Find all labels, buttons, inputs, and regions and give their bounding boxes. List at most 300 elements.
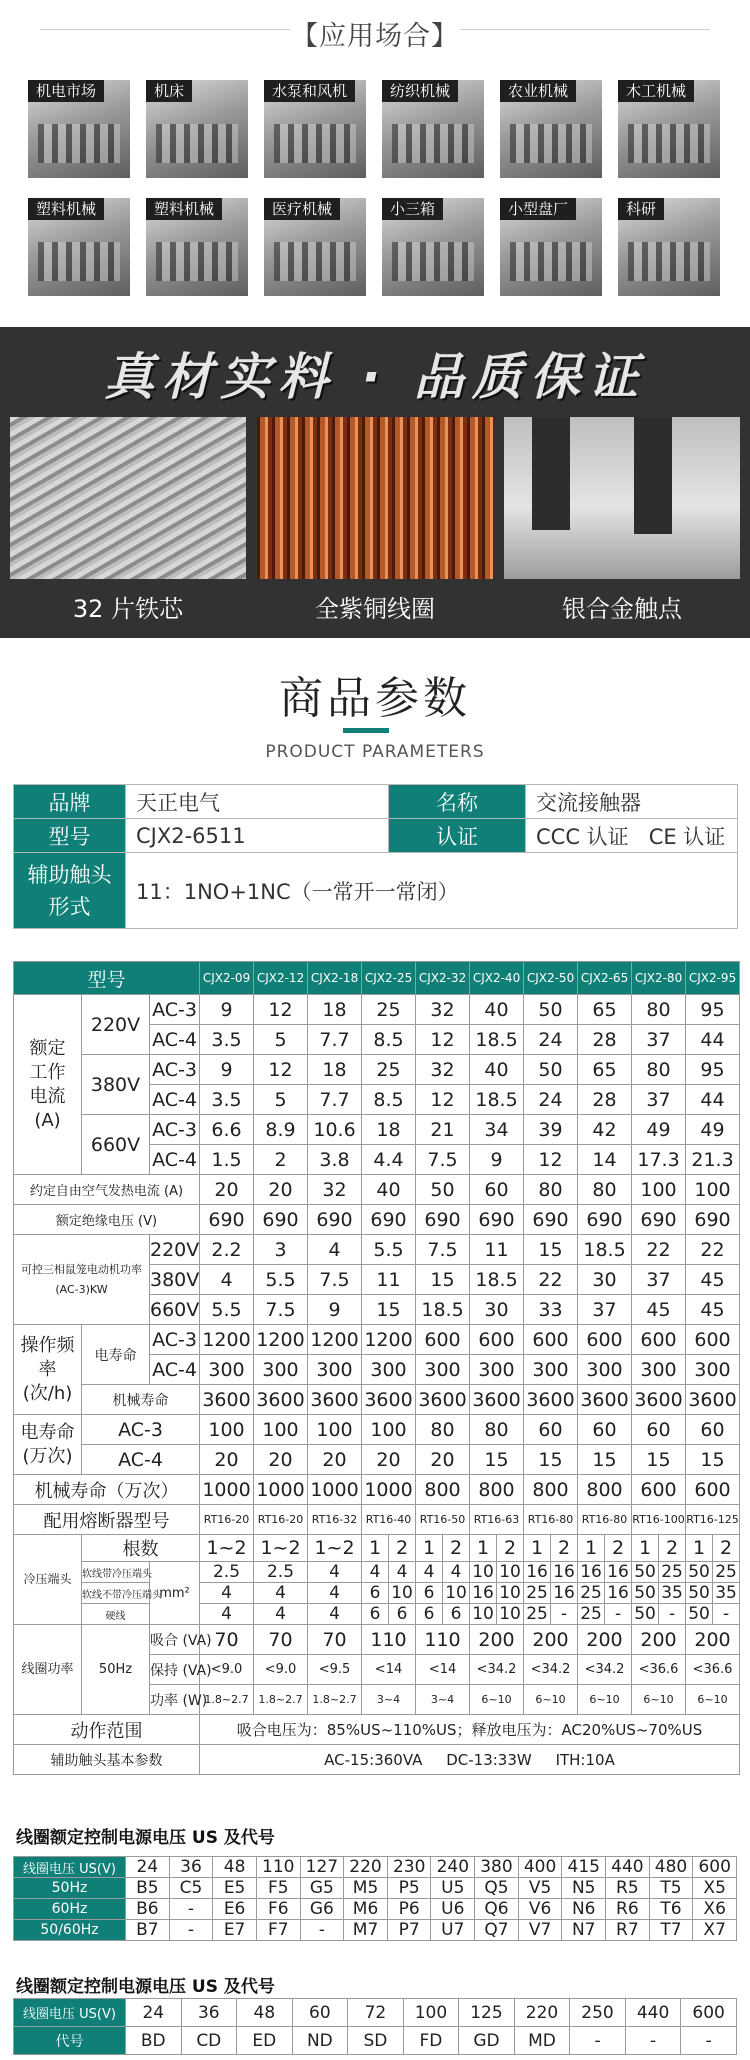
value-cell: 2 (389, 1535, 416, 1562)
value-cell: 1 (578, 1535, 605, 1562)
value-cell: 25 (524, 1604, 551, 1625)
model-header-cell: CJX2-32 (416, 962, 470, 995)
value-cell: 45 (686, 1295, 740, 1325)
value-cell: <36.6 (632, 1655, 686, 1685)
value-cell: 12 (524, 1145, 578, 1175)
model-label: 型号 (14, 819, 126, 853)
value-cell: 35 (659, 1583, 686, 1604)
sub-label: 机械寿命 (82, 1385, 200, 1415)
code-cell: P5 (387, 1878, 431, 1899)
value-cell: 6 (389, 1604, 416, 1625)
application-card (382, 198, 484, 296)
category-label: AC-4 (150, 1025, 200, 1055)
row-label: 线圈功率 (14, 1625, 82, 1715)
value-cell: 60 (578, 1415, 632, 1445)
value-cell: 70 (254, 1625, 308, 1655)
value-cell: 10 (470, 1562, 497, 1583)
table-row (14, 1235, 740, 1265)
voltage-label: 380V (82, 1055, 150, 1115)
code-cell: F7 (256, 1920, 300, 1941)
model-value: CJX2-6511 (126, 819, 389, 853)
code-cell: V6 (518, 1899, 562, 1920)
application-label: 机床 (146, 80, 192, 102)
value-cell: 690 (686, 1205, 740, 1235)
value-cell: 3600 (578, 1385, 632, 1415)
value-cell: 25 (578, 1604, 605, 1625)
category-label: AC-4 (82, 1445, 200, 1475)
value-cell: 4 (362, 1562, 389, 1583)
value-cell: 24 (524, 1085, 578, 1115)
value-cell: 9 (200, 995, 254, 1025)
code-cell: N7 (562, 1920, 606, 1941)
value-cell: 9 (200, 1055, 254, 1085)
row-label: 额定绝缘电压 (V) (14, 1205, 200, 1235)
value-cell: 16 (470, 1583, 497, 1604)
row-label: 配用熔断器型号 (14, 1505, 200, 1535)
voltage-cell: 60 (292, 1999, 348, 2027)
value-cell: 45 (686, 1265, 740, 1295)
value-cell: <9.0 (200, 1655, 254, 1685)
value-cell: 25 (362, 995, 416, 1025)
value-cell: 30 (578, 1265, 632, 1295)
value-cell: 6.6 (200, 1115, 254, 1145)
value-cell: 1200 (308, 1325, 362, 1355)
freq-label: 50Hz (82, 1625, 150, 1715)
code-cell: ND (292, 2027, 348, 2055)
value-cell: 70 (308, 1625, 362, 1655)
model-header: 型号 (14, 962, 200, 995)
value-cell: 6 (416, 1604, 443, 1625)
value-cell: 40 (470, 1055, 524, 1085)
voltage-cell: 125 (459, 1999, 515, 2027)
title-accent-bar (343, 728, 389, 733)
value-cell: 2 (659, 1535, 686, 1562)
value-cell: 6~10 (524, 1685, 578, 1715)
voltage-cell: 380 (475, 1857, 519, 1878)
sub-label: 软线带冷压端头 (82, 1562, 150, 1583)
code-cell: R6 (606, 1899, 650, 1920)
value-cell: 4 (308, 1562, 362, 1583)
coil-voltage-table-2 (13, 1998, 737, 2055)
value-cell: <34.2 (470, 1655, 524, 1685)
value-cell: 4 (443, 1562, 470, 1583)
value-cell: RT16-100 (632, 1505, 686, 1535)
application-card (500, 80, 602, 178)
value-cell: 16 (524, 1562, 551, 1583)
brand-value: 天正电气 (126, 785, 389, 819)
value-cell: 8.9 (254, 1115, 308, 1145)
code-cell: CD (181, 2027, 237, 2055)
code-cell: R7 (606, 1920, 650, 1941)
value-cell: 1~2 (254, 1535, 308, 1562)
value-cell: 15 (686, 1445, 740, 1475)
value-cell: 7.7 (308, 1085, 362, 1115)
value-cell: 800 (524, 1475, 578, 1505)
category-label: AC-3 (150, 995, 200, 1025)
value-cell: 6 (416, 1583, 443, 1604)
value-cell: - (713, 1604, 740, 1625)
value-cell: 2.5 (200, 1562, 254, 1583)
sub-label: 吸合 (VA) (150, 1625, 200, 1655)
value-cell: 65 (578, 995, 632, 1025)
coil-voltage-header: 线圈电压 US(V) (14, 1857, 126, 1878)
params-subtitle: PRODUCT PARAMETERS (265, 742, 485, 762)
value-cell: 60 (686, 1415, 740, 1445)
value-cell: 6~10 (686, 1685, 740, 1715)
silver-contact-photo (504, 417, 740, 579)
voltage-label: 220V (82, 995, 150, 1055)
quality-banner (0, 327, 750, 638)
code-cell: T5 (649, 1878, 693, 1899)
application-label: 塑料机械 (28, 198, 104, 220)
code-cell: - (169, 1899, 213, 1920)
voltage-cell: 36 (169, 1857, 213, 1878)
action-range-value: 吸合电压为：85%US~110%US；释放电压为：AC20%US~70%US (200, 1715, 740, 1745)
table-row (14, 1745, 740, 1775)
code-cell: E7 (213, 1920, 257, 1941)
model-header-cell: CJX2-50 (524, 962, 578, 995)
value-cell: 20 (200, 1175, 254, 1205)
value-cell: - (659, 1604, 686, 1625)
voltage-cell: 440 (625, 1999, 681, 2027)
value-cell: 2.5 (254, 1562, 308, 1583)
copper-coil-photo (257, 417, 493, 579)
code-cell: M7 (344, 1920, 388, 1941)
value-cell: 600 (632, 1325, 686, 1355)
value-cell: 10 (443, 1583, 470, 1604)
value-cell: 300 (524, 1355, 578, 1385)
value-cell: 34 (470, 1115, 524, 1145)
value-cell: 4 (416, 1562, 443, 1583)
code-cell: B5 (126, 1878, 170, 1899)
code-cell: Q7 (475, 1920, 519, 1941)
product-info-table (13, 784, 738, 929)
category-label: AC-3 (82, 1415, 200, 1445)
value-cell: 4 (308, 1604, 362, 1625)
code-cell: V7 (518, 1920, 562, 1941)
value-cell: 11 (470, 1235, 524, 1265)
value-cell: 50 (524, 995, 578, 1025)
value-cell: 1 (686, 1535, 713, 1562)
iron-core-photo (10, 417, 246, 579)
value-cell: 300 (416, 1355, 470, 1385)
code-cell: - (169, 1920, 213, 1941)
value-cell: 3600 (308, 1385, 362, 1415)
value-cell: 12 (254, 995, 308, 1025)
voltage-cell: 100 (403, 1999, 459, 2027)
value-cell: RT16-20 (254, 1505, 308, 1535)
code-cell: V5 (518, 1878, 562, 1899)
name-value: 交流接触器 (526, 785, 738, 819)
table-row (14, 1415, 740, 1445)
value-cell: 6 (362, 1583, 389, 1604)
voltage-cell: 48 (237, 1999, 293, 2027)
code-cell: E6 (213, 1899, 257, 1920)
value-cell: 95 (686, 1055, 740, 1085)
voltage-cell: 600 (681, 1999, 737, 2027)
value-cell: 39 (524, 1115, 578, 1145)
value-cell: <34.2 (578, 1655, 632, 1685)
quality-title: 真材实料 · 品质保证 (104, 348, 646, 406)
value-cell: RT16-40 (362, 1505, 416, 1535)
code-cell: C5 (169, 1878, 213, 1899)
value-cell: 3600 (200, 1385, 254, 1415)
value-cell: <36.6 (686, 1655, 740, 1685)
code-cell: B6 (126, 1899, 170, 1920)
value-cell: 110 (362, 1625, 416, 1655)
code-cell: ED (237, 2027, 293, 2055)
model-header-cell: CJX2-25 (362, 962, 416, 995)
row-label: 冷压端头 (14, 1535, 82, 1625)
table-row (14, 1325, 740, 1355)
coil-voltage-header: 线圈电压 US(V) (14, 1999, 126, 2027)
table-row (14, 962, 740, 995)
value-cell: 50 (686, 1583, 713, 1604)
value-cell: 40 (470, 995, 524, 1025)
value-cell: 3600 (254, 1385, 308, 1415)
value-cell: 17.3 (632, 1145, 686, 1175)
voltage-cell: 48 (213, 1857, 257, 1878)
value-cell: 45 (632, 1295, 686, 1325)
value-cell: 8.5 (362, 1025, 416, 1055)
value-cell: 110 (416, 1625, 470, 1655)
value-cell: 600 (686, 1325, 740, 1355)
value-cell: 6 (443, 1604, 470, 1625)
value-cell: 9 (470, 1145, 524, 1175)
value-cell: 30 (470, 1295, 524, 1325)
value-cell: 7.5 (416, 1145, 470, 1175)
sub-label: 硬线 (82, 1604, 150, 1625)
code-cell: U7 (431, 1920, 475, 1941)
value-cell: <34.2 (524, 1655, 578, 1685)
application-title: 【应用场合】 (291, 21, 459, 52)
model-header-cell: CJX2-40 (470, 962, 524, 995)
code-cell: F5 (256, 1878, 300, 1899)
value-cell: 10 (389, 1583, 416, 1604)
value-cell: 80 (632, 1055, 686, 1085)
value-cell: 690 (524, 1205, 578, 1235)
value-cell: 15 (524, 1235, 578, 1265)
value-cell: 300 (470, 1355, 524, 1385)
voltage-label: 660V (150, 1295, 200, 1325)
quality-caption: 32 片铁芯 (72, 595, 184, 623)
unit-label: mm² (150, 1562, 200, 1625)
code-cell: MD (514, 2027, 570, 2055)
code-cell: U5 (431, 1878, 475, 1899)
value-cell: 100 (254, 1415, 308, 1445)
value-cell: 300 (632, 1355, 686, 1385)
value-cell: 20 (362, 1445, 416, 1475)
model-header-cell: CJX2-80 (632, 962, 686, 995)
application-card (28, 198, 130, 296)
value-cell: 3.5 (200, 1085, 254, 1115)
application-label: 医疗机械 (264, 198, 340, 220)
code-cell: N6 (562, 1899, 606, 1920)
coil-voltage-table (13, 1856, 737, 1941)
frequency-label: 60Hz (14, 1899, 126, 1920)
voltage-cell: 600 (693, 1857, 737, 1878)
voltage-cell: 36 (181, 1999, 237, 2027)
value-cell: 10 (497, 1583, 524, 1604)
value-cell: 200 (470, 1625, 524, 1655)
voltage-cell: 24 (126, 1857, 170, 1878)
model-header-cell: CJX2-65 (578, 962, 632, 995)
code-cell: T6 (649, 1899, 693, 1920)
value-cell: 800 (470, 1475, 524, 1505)
table-row (14, 1715, 740, 1745)
value-cell: 80 (524, 1175, 578, 1205)
value-cell: 600 (578, 1325, 632, 1355)
model-header-cell: CJX2-18 (308, 962, 362, 995)
application-label: 塑料机械 (146, 198, 222, 220)
value-cell: 4 (389, 1562, 416, 1583)
category-label: AC-3 (150, 1325, 200, 1355)
value-cell: 42 (578, 1115, 632, 1145)
value-cell: 49 (686, 1115, 740, 1145)
value-cell: 1200 (254, 1325, 308, 1355)
value-cell: 15 (632, 1445, 686, 1475)
value-cell: 35 (713, 1583, 740, 1604)
value-cell: 300 (578, 1355, 632, 1385)
application-label: 木工机械 (618, 80, 694, 102)
row-label: 约定自由空气发热电流 (A) (14, 1175, 200, 1205)
sub-label: 电寿命 (82, 1325, 150, 1385)
value-cell: 4 (254, 1583, 308, 1604)
code-cell: BD (126, 2027, 182, 2055)
value-cell: 1.8~2.7 (200, 1685, 254, 1715)
voltage-label: 380V (150, 1265, 200, 1295)
value-cell: 800 (578, 1475, 632, 1505)
value-cell: 4 (200, 1604, 254, 1625)
value-cell: 21.3 (686, 1145, 740, 1175)
brand-label: 品牌 (14, 785, 126, 819)
voltage-cell: 110 (256, 1857, 300, 1878)
voltage-cell: 24 (126, 1999, 182, 2027)
value-cell: 4 (200, 1265, 254, 1295)
value-cell: 25 (578, 1583, 605, 1604)
value-cell: 12 (254, 1055, 308, 1085)
value-cell: 20 (308, 1445, 362, 1475)
value-cell: 690 (362, 1205, 416, 1235)
value-cell: 50 (524, 1055, 578, 1085)
table-row (14, 1535, 740, 1562)
value-cell: 37 (632, 1025, 686, 1055)
code-cell: SD (348, 2027, 404, 2055)
code-cell: GD (459, 2027, 515, 2055)
value-cell: 690 (578, 1205, 632, 1235)
model-header-cell: CJX2-95 (686, 962, 740, 995)
application-card (618, 198, 720, 296)
code-cell: G6 (300, 1899, 344, 1920)
quality-caption: 银合金触点 (562, 595, 682, 623)
value-cell: 3600 (470, 1385, 524, 1415)
value-cell: 600 (686, 1475, 740, 1505)
model-header-cell: CJX2-09 (200, 962, 254, 995)
value-cell: 16 (605, 1583, 632, 1604)
value-cell: 2 (713, 1535, 740, 1562)
value-cell: 25 (659, 1562, 686, 1583)
application-label: 科研 (618, 198, 664, 220)
value-cell: 50 (632, 1583, 659, 1604)
value-cell: 2 (443, 1535, 470, 1562)
table-row (14, 1583, 740, 1604)
value-cell: 1 (632, 1535, 659, 1562)
value-cell: 14 (578, 1145, 632, 1175)
value-cell: 690 (416, 1205, 470, 1235)
table-row (14, 1505, 740, 1535)
table-row (14, 1920, 737, 1941)
value-cell: 50 (632, 1562, 659, 1583)
value-cell: 32 (416, 1055, 470, 1085)
category-label: AC-4 (150, 1085, 200, 1115)
sub-label: 功率 (W) (150, 1685, 200, 1715)
value-cell: 6 (362, 1604, 389, 1625)
value-cell: - (551, 1604, 578, 1625)
value-cell: 50 (416, 1175, 470, 1205)
value-cell: 7.5 (254, 1295, 308, 1325)
name-label: 名称 (389, 785, 526, 819)
value-cell: 6~10 (578, 1685, 632, 1715)
value-cell: 50 (686, 1604, 713, 1625)
table-row (14, 1562, 740, 1583)
value-cell: RT16-80 (578, 1505, 632, 1535)
value-cell: 32 (308, 1175, 362, 1205)
value-cell: 3600 (686, 1385, 740, 1415)
row-label: 额定工作电流(A) (14, 995, 82, 1175)
value-cell: 100 (362, 1415, 416, 1445)
value-cell: 10 (497, 1604, 524, 1625)
code-cell: P6 (387, 1899, 431, 1920)
value-cell: RT16-50 (416, 1505, 470, 1535)
value-cell: 1000 (308, 1475, 362, 1505)
code-cell: R5 (606, 1878, 650, 1899)
voltage-cell: 240 (431, 1857, 475, 1878)
value-cell: 300 (308, 1355, 362, 1385)
sub-label: 保持 (VA) (150, 1655, 200, 1685)
value-cell: <14 (362, 1655, 416, 1685)
code-cell: T7 (649, 1920, 693, 1941)
category-label: AC-4 (150, 1145, 200, 1175)
value-cell: 18 (362, 1115, 416, 1145)
value-cell: 16 (551, 1583, 578, 1604)
table-row (14, 1857, 737, 1878)
value-cell: 21 (416, 1115, 470, 1145)
value-cell: 80 (578, 1175, 632, 1205)
value-cell: 100 (200, 1415, 254, 1445)
value-cell: 690 (308, 1205, 362, 1235)
value-cell: 2 (551, 1535, 578, 1562)
voltage-cell: 415 (562, 1857, 606, 1878)
category-label: AC-4 (150, 1355, 200, 1385)
row-label: 辅助触头基本参数 (14, 1745, 200, 1775)
application-card (618, 80, 720, 178)
value-cell: <14 (416, 1655, 470, 1685)
value-cell: 300 (362, 1355, 416, 1385)
coil-voltage-title-2: 线圈额定控制电源电压 US 及代号 (16, 1977, 275, 1997)
value-cell: 80 (416, 1415, 470, 1445)
table-row (14, 995, 740, 1025)
value-cell: 44 (686, 1085, 740, 1115)
code-cell: N5 (562, 1878, 606, 1899)
value-cell: 18.5 (470, 1265, 524, 1295)
divider (460, 29, 710, 30)
code-cell: Q6 (475, 1899, 519, 1920)
row-label: 操作频率(次/h) (14, 1325, 82, 1415)
value-cell: RT16-20 (200, 1505, 254, 1535)
value-cell: 15 (416, 1265, 470, 1295)
value-cell: 65 (578, 1055, 632, 1085)
application-header (0, 8, 750, 50)
